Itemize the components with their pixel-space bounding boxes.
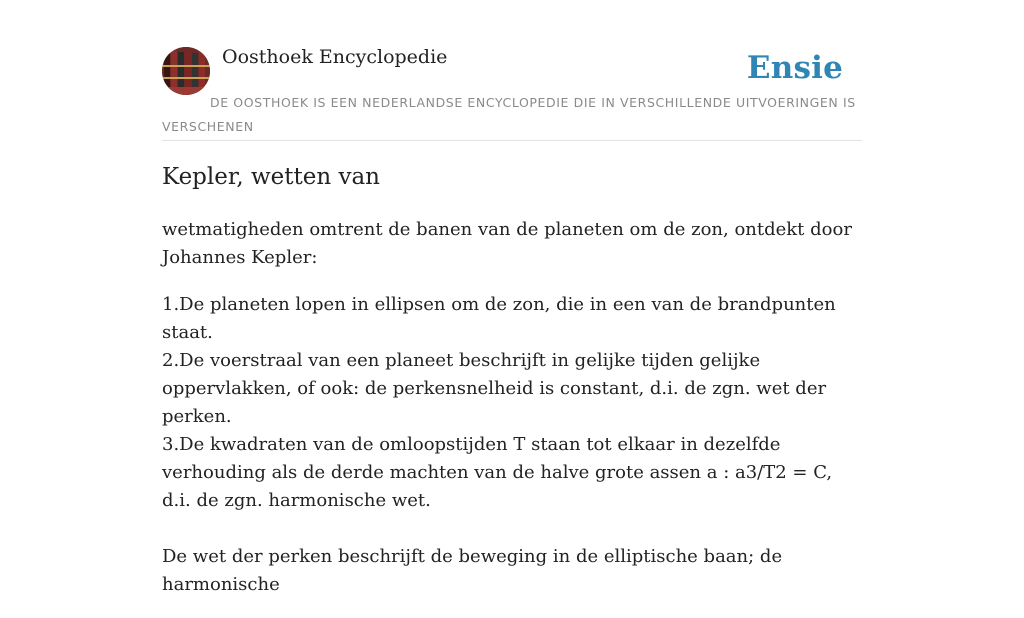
article-title: Kepler, wetten van — [162, 164, 380, 190]
page-container — [162, 0, 862, 595]
law-item-3: 3.De kwadraten van de omloopstijden T staan tot elkaar in dezelfde verhouding als de derde machten van de halve grote assen a : a3/T2 = C, d.i. de zgn. harmonische wet. — [162, 434, 833, 511]
source-name-link[interactable]: Oosthoek Encyclopedie — [222, 46, 448, 68]
law-item-1: 1.De planeten lopen in ellipsen om de zon, die in een van de brandpunten staat. — [162, 294, 836, 343]
source-tagline: DE OOSTHOEK IS EEN NEDERLANDSE ENCYCLOPEDIE DIE IN VERSCHILLENDE UITVOERINGEN IS VERSCHENEN — [162, 95, 856, 134]
article-closing-paragraph: De wet der perken beschrijft de beweging in de elliptische baan; de harmonische — [162, 546, 783, 595]
kepler-laws-list — [162, 291, 862, 515]
ensie-logo[interactable]: Ensie — [746, 50, 843, 86]
source-header — [162, 0, 862, 141]
article-intro: wetmatigheden omtrent de banen van de planeten om de zon, ontdekt door Johannes Kepler: — [162, 219, 852, 268]
source-avatar[interactable] — [162, 47, 210, 95]
encyclopedia-books-icon — [162, 47, 210, 95]
law-item-2: 2.De voerstraal van een planeet beschrijft in gelijke tijden gelijke oppervlakken, of ook: de perkensnelheid is constant, d.i. de zgn. wet der perken. — [162, 350, 827, 427]
article-body — [162, 216, 862, 618]
